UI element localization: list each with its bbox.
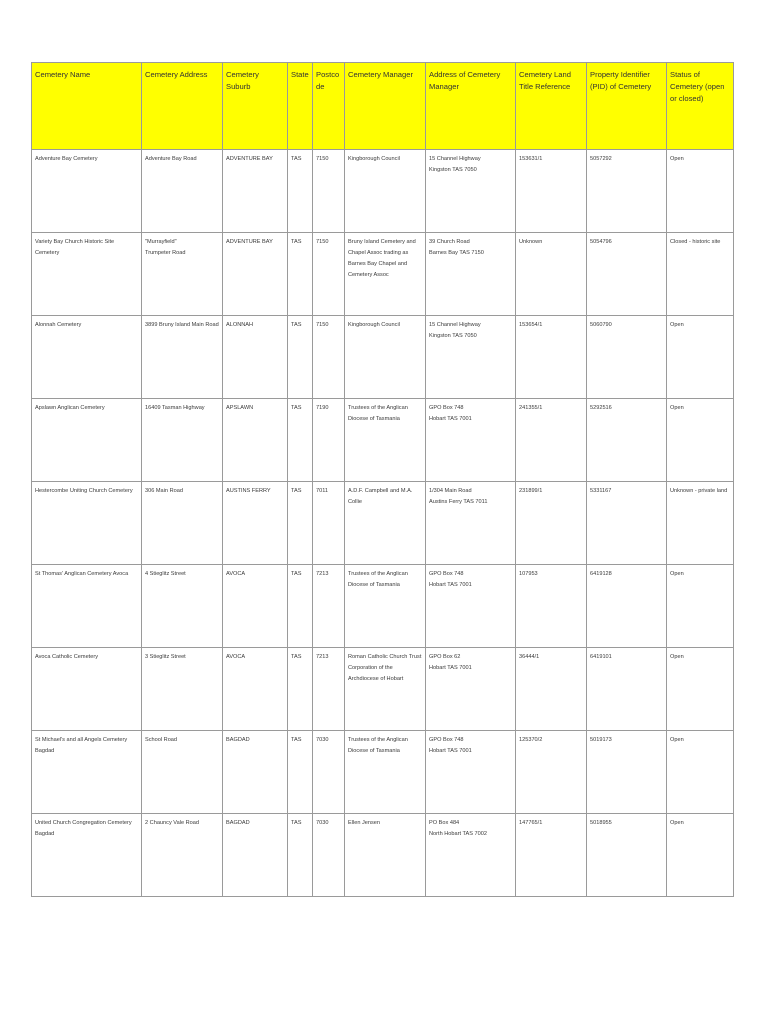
- state-cell: [288, 399, 313, 482]
- cemetery-manager-cell: [345, 731, 426, 814]
- manager-address-cell-line: GPO Box 748: [429, 737, 464, 743]
- property-identifier-cell-text: 5292516: [590, 405, 612, 411]
- cemetery-suburb-cell-text: APSLAWN: [226, 405, 254, 411]
- status-cell-text: Unknown - private land: [670, 488, 728, 494]
- manager-address-cell-line: PO Box 484: [429, 820, 460, 826]
- manager-address-cell-line: Kingston TAS 7050: [429, 167, 477, 173]
- manager-address-cell-line: GPO Box 748: [429, 571, 464, 577]
- table-row: [32, 482, 734, 565]
- column-header-land-title-reference: Cemetery Land Title Reference: [516, 63, 587, 150]
- cemetery-suburb-cell-text: ALONNAH: [226, 322, 254, 328]
- cemetery-register-table: [31, 62, 734, 897]
- land-title-reference-cell: [516, 731, 587, 814]
- manager-address-cell: [426, 482, 516, 565]
- cemetery-address-cell-line: Trumpeter Road: [145, 250, 186, 256]
- property-identifier-cell-text: 6419128: [590, 571, 612, 577]
- status-cell-text: Open: [670, 571, 684, 577]
- cemetery-name-cell: [32, 150, 142, 233]
- property-identifier-cell-text: 5057292: [590, 156, 612, 162]
- cemetery-manager-cell-text: Kingborough Council: [348, 156, 400, 162]
- table-row: [32, 316, 734, 399]
- state-cell: [288, 814, 313, 897]
- cemetery-address-cell-line: 2 Chauncy Vale Road: [145, 820, 200, 826]
- status-cell: [667, 814, 734, 897]
- cemetery-address-cell-line: 4 Stieglitz Street: [145, 571, 186, 577]
- land-title-reference-cell-text: 147765/1: [519, 820, 543, 826]
- cemetery-manager-cell: [345, 482, 426, 565]
- cemetery-address-cell: [142, 316, 223, 399]
- status-cell: [667, 233, 734, 316]
- land-title-reference-cell: [516, 648, 587, 731]
- property-identifier-cell-text: 6419101: [590, 654, 612, 660]
- cemetery-manager-cell: [345, 399, 426, 482]
- postcode-cell: [313, 316, 345, 399]
- cemetery-suburb-cell-text: BAGDAD: [226, 820, 250, 826]
- land-title-reference-cell: [516, 316, 587, 399]
- column-header-postcode: Postcode: [313, 63, 345, 150]
- manager-address-cell-line: 39 Church Road: [429, 239, 470, 245]
- manager-address-cell-line: GPO Box 62: [429, 654, 461, 660]
- state-cell-text: TAS: [291, 737, 302, 743]
- state-cell-text: TAS: [291, 322, 302, 328]
- cemetery-manager-cell: [345, 565, 426, 648]
- cemetery-address-cell: [142, 399, 223, 482]
- header-row: [32, 63, 734, 150]
- land-title-reference-cell-text: 36444/1: [519, 654, 540, 660]
- table-row: [32, 731, 734, 814]
- land-title-reference-cell: [516, 814, 587, 897]
- cemetery-name-cell-text: Hestercombe Uniting Church Cemetery: [35, 488, 133, 494]
- property-identifier-cell-text: 5019173: [590, 737, 612, 743]
- cemetery-address-cell-line: 3 Stieglitz Street: [145, 654, 186, 660]
- land-title-reference-cell: [516, 399, 587, 482]
- cemetery-name-cell: [32, 565, 142, 648]
- cemetery-suburb-cell-text: AVOCA: [226, 571, 246, 577]
- cemetery-address-cell: [142, 814, 223, 897]
- cemetery-suburb-cell: [223, 316, 288, 399]
- land-title-reference-cell: [516, 482, 587, 565]
- property-identifier-cell: [587, 814, 667, 897]
- land-title-reference-cell-text: Unknown: [519, 239, 543, 245]
- cemetery-name-cell: [32, 814, 142, 897]
- status-cell: [667, 565, 734, 648]
- column-header-state: State: [288, 63, 313, 150]
- state-cell: [288, 316, 313, 399]
- state-cell: [288, 482, 313, 565]
- manager-address-cell-line: Barnes Bay TAS 7150: [429, 250, 484, 256]
- cemetery-address-cell-line: 3899 Bruny Island Main Road: [145, 322, 219, 328]
- cemetery-name-cell-text: United Church Congregation Cemetery Bagdad: [35, 820, 132, 837]
- cemetery-manager-cell-text: Trustees of the Anglican Diocese of Tasmania: [348, 405, 408, 422]
- manager-address-cell: [426, 731, 516, 814]
- cemetery-name-cell-text: Apslawn Anglican Cemetery: [35, 405, 105, 411]
- property-identifier-cell: [587, 399, 667, 482]
- postcode-cell: [313, 565, 345, 648]
- manager-address-cell-line: Kingston TAS 7050: [429, 333, 477, 339]
- table-row: [32, 233, 734, 316]
- table-row: [32, 399, 734, 482]
- manager-address-cell: [426, 648, 516, 731]
- state-cell: [288, 648, 313, 731]
- land-title-reference-cell: [516, 565, 587, 648]
- table-row: [32, 565, 734, 648]
- land-title-reference-cell-text: 241355/1: [519, 405, 543, 411]
- manager-address-cell-line: GPO Box 748: [429, 405, 464, 411]
- cemetery-name-cell-text: St Thomas' Anglican Cemetery Avoca: [35, 571, 129, 577]
- cemetery-name-cell: [32, 399, 142, 482]
- cemetery-suburb-cell-text: ADVENTURE BAY: [226, 239, 273, 245]
- cemetery-suburb-cell: [223, 233, 288, 316]
- state-cell-text: TAS: [291, 654, 302, 660]
- cemetery-suburb-cell: [223, 399, 288, 482]
- status-cell-text: Closed - historic site: [670, 239, 721, 245]
- column-header-status: Status of Cemetery (open or closed): [667, 63, 734, 150]
- column-header-cemetery-suburb: Cemetery Suburb: [223, 63, 288, 150]
- postcode-cell-text: 7150: [316, 239, 329, 245]
- manager-address-cell: [426, 399, 516, 482]
- cemetery-address-cell-line: "Murrayfield": [145, 239, 177, 245]
- postcode-cell: [313, 233, 345, 316]
- status-cell: [667, 399, 734, 482]
- status-cell: [667, 482, 734, 565]
- column-header-cemetery-name: Cemetery Name: [32, 63, 142, 150]
- state-cell-text: TAS: [291, 820, 302, 826]
- cemetery-address-cell: [142, 150, 223, 233]
- postcode-cell-text: 7150: [316, 322, 329, 328]
- cemetery-suburb-cell-text: AVOCA: [226, 654, 246, 660]
- state-cell: [288, 565, 313, 648]
- manager-address-cell-line: 15 Channel Highway: [429, 156, 481, 162]
- state-cell: [288, 731, 313, 814]
- state-cell: [288, 150, 313, 233]
- postcode-cell-text: 7030: [316, 820, 329, 826]
- cemetery-name-cell: [32, 482, 142, 565]
- cemetery-address-cell-line: 16409 Tasman Highway: [145, 405, 205, 411]
- cemetery-address-cell: [142, 565, 223, 648]
- property-identifier-cell: [587, 482, 667, 565]
- land-title-reference-cell-text: 153654/1: [519, 322, 543, 328]
- status-cell: [667, 731, 734, 814]
- cemetery-name-cell: [32, 648, 142, 731]
- property-identifier-cell: [587, 316, 667, 399]
- cemetery-manager-cell-text: Roman Catholic Church Trust Corporation of the Archdiocese of Hobart: [348, 654, 422, 682]
- property-identifier-cell: [587, 565, 667, 648]
- postcode-cell-text: 7190: [316, 405, 329, 411]
- cemetery-suburb-cell-text: AUSTINS FERRY: [226, 488, 271, 494]
- cemetery-name-cell: [32, 316, 142, 399]
- postcode-cell: [313, 648, 345, 731]
- manager-address-cell: [426, 316, 516, 399]
- cemetery-manager-cell: [345, 648, 426, 731]
- cemetery-manager-cell-text: A.D.F. Campbell and M.A. Collie: [348, 488, 413, 505]
- postcode-cell-text: 7011: [316, 488, 329, 494]
- property-identifier-cell-text: 5060790: [590, 322, 612, 328]
- column-header-cemetery-address: Cemetery Address: [142, 63, 223, 150]
- cemetery-manager-cell-text: Ellen Jensen: [348, 820, 381, 826]
- postcode-cell: [313, 482, 345, 565]
- state-cell-text: TAS: [291, 405, 302, 411]
- postcode-cell: [313, 814, 345, 897]
- cemetery-suburb-cell: [223, 482, 288, 565]
- table-row: [32, 648, 734, 731]
- postcode-cell-text: 7213: [316, 571, 329, 577]
- cemetery-manager-cell-text: Bruny Island Cemetery and Chapel Assoc trading as Barnes Bay Chapel and Cemetery Assoc: [348, 239, 416, 278]
- manager-address-cell: [426, 233, 516, 316]
- cemetery-manager-cell-text: Kingborough Council: [348, 322, 400, 328]
- postcode-cell: [313, 731, 345, 814]
- cemetery-name-cell: [32, 731, 142, 814]
- postcode-cell: [313, 399, 345, 482]
- manager-address-cell: [426, 150, 516, 233]
- status-cell-text: Open: [670, 654, 684, 660]
- state-cell-text: TAS: [291, 239, 302, 245]
- manager-address-cell-line: 1/304 Main Road: [429, 488, 472, 494]
- cemetery-suburb-cell-text: ADVENTURE BAY: [226, 156, 273, 162]
- cemetery-suburb-cell: [223, 814, 288, 897]
- status-cell: [667, 150, 734, 233]
- status-cell-text: Open: [670, 405, 684, 411]
- cemetery-suburb-cell-text: BAGDAD: [226, 737, 250, 743]
- property-identifier-cell: [587, 150, 667, 233]
- status-cell-text: Open: [670, 737, 684, 743]
- postcode-cell-text: 7213: [316, 654, 329, 660]
- manager-address-cell: [426, 814, 516, 897]
- cemetery-address-cell: [142, 482, 223, 565]
- land-title-reference-cell: [516, 233, 587, 316]
- cemetery-manager-cell-text: Trustees of the Anglican Diocese of Tasmania: [348, 571, 408, 588]
- state-cell: [288, 233, 313, 316]
- status-cell-text: Open: [670, 322, 684, 328]
- cemetery-name-cell-text: Avoca Catholic Cemetery: [35, 654, 99, 660]
- cemetery-manager-cell: [345, 150, 426, 233]
- manager-address-cell-line: Hobart TAS 7001: [429, 665, 472, 671]
- land-title-reference-cell-text: 107953: [519, 571, 538, 577]
- cemetery-address-cell-line: 306 Main Road: [145, 488, 183, 494]
- manager-address-cell-line: Hobart TAS 7001: [429, 748, 472, 754]
- cemetery-manager-cell: [345, 814, 426, 897]
- cemetery-manager-cell: [345, 233, 426, 316]
- column-header-cemetery-manager: Cemetery Manager: [345, 63, 426, 150]
- property-identifier-cell: [587, 731, 667, 814]
- property-identifier-cell: [587, 648, 667, 731]
- status-cell-text: Open: [670, 820, 684, 826]
- cemetery-name-cell-text: Variety Bay Church Historic Site Cemetery: [35, 239, 115, 256]
- manager-address-cell-line: Austins Ferry TAS 7011: [429, 499, 488, 505]
- column-header-property-identifier: Property Identifier (PID) of Cemetery: [587, 63, 667, 150]
- manager-address-cell-line: 15 Channel Highway: [429, 322, 481, 328]
- land-title-reference-cell: [516, 150, 587, 233]
- postcode-cell-text: 7150: [316, 156, 329, 162]
- manager-address-cell-line: Hobart TAS 7001: [429, 582, 472, 588]
- cemetery-suburb-cell: [223, 731, 288, 814]
- postcode-cell: [313, 150, 345, 233]
- status-cell: [667, 648, 734, 731]
- manager-address-cell-line: Hobart TAS 7001: [429, 416, 472, 422]
- postcode-cell-text: 7030: [316, 737, 329, 743]
- cemetery-manager-cell: [345, 316, 426, 399]
- state-cell-text: TAS: [291, 488, 302, 494]
- land-title-reference-cell-text: 125370/2: [519, 737, 543, 743]
- cemetery-manager-cell-text: Trustees of the Anglican Diocese of Tasmania: [348, 737, 408, 754]
- cemetery-address-cell-line: School Road: [145, 737, 178, 743]
- table-header: [32, 63, 734, 150]
- cemetery-name-cell-text: St Michael's and all Angels Cemetery Bagdad: [35, 737, 128, 754]
- manager-address-cell: [426, 565, 516, 648]
- status-cell-text: Open: [670, 156, 684, 162]
- cemetery-name-cell-text: Adventure Bay Cemetery: [35, 156, 98, 162]
- property-identifier-cell-text: 5331167: [590, 488, 612, 494]
- cemetery-suburb-cell: [223, 648, 288, 731]
- table-body: [32, 150, 734, 897]
- table-row: [32, 814, 734, 897]
- cemetery-address-cell-line: Adventure Bay Road: [145, 156, 197, 162]
- column-header-manager-address: Address of Cemetery Manager: [426, 63, 516, 150]
- land-title-reference-cell-text: 153631/1: [519, 156, 543, 162]
- cemetery-suburb-cell: [223, 150, 288, 233]
- manager-address-cell-line: North Hobart TAS 7002: [429, 831, 487, 837]
- cemetery-address-cell: [142, 648, 223, 731]
- cemetery-name-cell: [32, 233, 142, 316]
- land-title-reference-cell-text: 231899/1: [519, 488, 543, 494]
- table-row: [32, 150, 734, 233]
- cemetery-address-cell: [142, 731, 223, 814]
- state-cell-text: TAS: [291, 156, 302, 162]
- state-cell-text: TAS: [291, 571, 302, 577]
- cemetery-suburb-cell: [223, 565, 288, 648]
- property-identifier-cell-text: 5054796: [590, 239, 612, 245]
- cemetery-name-cell-text: Alonnah Cemetery: [35, 322, 82, 328]
- property-identifier-cell-text: 5018955: [590, 820, 612, 826]
- cemetery-address-cell: [142, 233, 223, 316]
- property-identifier-cell: [587, 233, 667, 316]
- status-cell: [667, 316, 734, 399]
